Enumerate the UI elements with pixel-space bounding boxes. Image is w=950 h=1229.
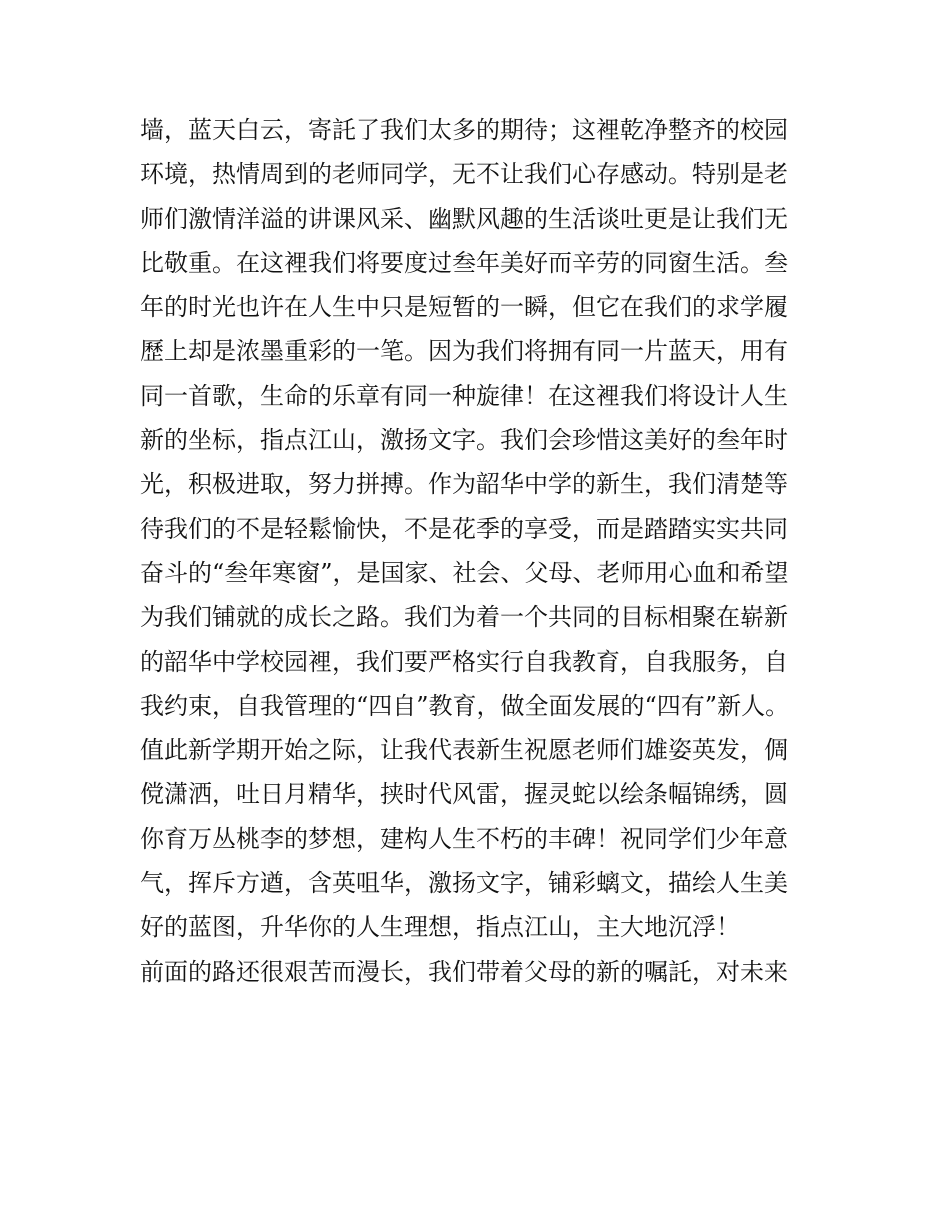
- text-line: 墙，蓝天白云，寄託了我们太多的期待；这裡乾净整齐的校园: [140, 116, 788, 144]
- text-line: 奋斗的“叁年寒窗”，是国家、社会、父母、老师用心血和希望: [140, 558, 789, 587]
- body-text: [140, 108, 820, 994]
- text-line: 光，积极进取，努力拼搏。作为韶华中学的新生，我们清楚等: [140, 470, 788, 499]
- text-line: 气，挥斥方遒，含英咀华，激扬文字，铺彩螭文，描绘人生美: [140, 869, 788, 898]
- text-line: 师们激情洋溢的讲课风采、幽默风趣的生活谈吐更是让我们无: [140, 204, 788, 233]
- text-line: 同一首歌，生命的乐章有同一种旋律！在这裡我们将设计人生: [140, 381, 788, 410]
- text-line: 傥潇洒，吐日月精华，挟时代风雷，握灵蛇以绘条幅锦绣，圆: [140, 780, 788, 809]
- text-line: 环境，热情周到的老师同学，无不让我们心存感动。特别是老: [140, 160, 788, 189]
- text-line: 年的时光也许在人生中只是短暂的一瞬，但它在我们的求学履: [140, 293, 788, 322]
- text-line: 前面的路还很艰苦而漫长，我们带着父母的新的嘱託，对未来: [140, 957, 788, 986]
- text-line: 待我们的不是轻鬆愉快，不是花季的享受，而是踏踏实实共同: [140, 514, 788, 543]
- text-line: 我约束，自我管理的“四自”教育，做全面发展的“四有”新人。: [140, 691, 790, 720]
- text-line: 为我们铺就的成长之路。我们为着一个共同的目标相聚在崭新: [140, 603, 788, 632]
- text-line: 歷上却是浓墨重彩的一笔。因为我们将拥有同一片蓝天，用有: [140, 337, 788, 366]
- text-line: 的韶华中学校园裡，我们要严格实行自我教育，自我服务，自: [140, 647, 788, 676]
- text-line: 好的蓝图，升华你的人生理想，指点江山，主大地沉浮！: [140, 913, 740, 942]
- text-line: 值此新学期开始之际，让我代表新生祝愿老师们雄姿英发，倜: [140, 736, 788, 765]
- text-line: 新的坐标，指点江山，激扬文字。我们会珍惜这美好的叁年时: [140, 426, 788, 455]
- text-line: 你育万丛桃李的梦想，建构人生不朽的丰碑！祝同学们少年意: [140, 824, 788, 853]
- text-line: 比敬重。在这裡我们将要度过叁年美好而辛劳的同窗生活。叁: [140, 248, 788, 277]
